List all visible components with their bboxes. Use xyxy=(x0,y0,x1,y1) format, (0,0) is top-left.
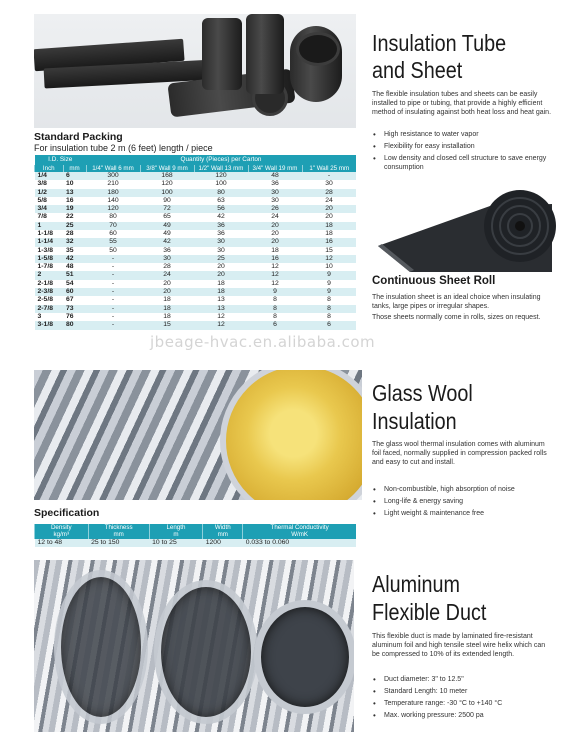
quantity-cell: - xyxy=(302,172,356,180)
packing-column-header: 1/2" Wall 13 mm xyxy=(194,165,248,172)
duct-title-line1: Aluminum xyxy=(372,571,460,597)
tube-feature-item: • Low density and closed cell structure to save energy consumption xyxy=(372,155,552,172)
packing-table-row xyxy=(35,213,357,221)
size-inch-cell: 1/2 xyxy=(35,189,64,197)
quantity-cell: 140 xyxy=(86,197,140,205)
quantity-cell: 16 xyxy=(302,238,356,246)
packing-table-row xyxy=(35,263,357,271)
quantity-cell: - xyxy=(86,255,140,263)
size-inch-cell: 2-3/8 xyxy=(35,288,64,296)
spec-value: 10 to 25 xyxy=(149,539,203,547)
size-inch-cell: 3-1/8 xyxy=(35,321,64,329)
packing-table-row xyxy=(35,288,357,296)
spec-header: Width xyxy=(203,524,243,531)
quantity-cell: 49 xyxy=(140,230,194,238)
spec-header: Density xyxy=(35,524,89,531)
glass-wool-feature-item: • Light weight & maintenance free xyxy=(372,510,552,519)
size-mm-cell: 19 xyxy=(63,205,86,213)
size-inch-cell: 2-7/8 xyxy=(35,305,64,313)
glass-wool-feature-item: • Long-life & energy saving xyxy=(372,498,552,507)
quantity-cell: 20 xyxy=(302,213,356,221)
glass-wool-description: The glass wool thermal insulation comes with aluminum foil faced, normally supplied in compression packed rolls and easy to cut and install. xyxy=(372,441,547,466)
quantity-cell: 6 xyxy=(248,321,302,329)
size-mm-cell: 28 xyxy=(63,230,86,238)
spec-unit: m xyxy=(149,531,203,538)
size-mm-cell: 60 xyxy=(63,288,86,296)
packing-table-row xyxy=(35,255,357,263)
size-inch-cell: 2-5/8 xyxy=(35,296,64,304)
quantity-cell: 12 xyxy=(194,321,248,329)
quantity-cell: 12 xyxy=(302,255,356,263)
quantity-cell: 20 xyxy=(248,238,302,246)
packing-table-row xyxy=(35,238,357,246)
spec-header: Length xyxy=(149,524,203,531)
packing-column-header: 3/4" Wall 19 mm xyxy=(248,165,302,172)
quantity-cell: 42 xyxy=(194,213,248,221)
size-mm-cell: 25 xyxy=(63,222,86,230)
specification-table xyxy=(34,524,356,547)
quantity-cell: 100 xyxy=(140,189,194,197)
quantity-cell: 180 xyxy=(86,189,140,197)
duct-feature-item: • Duct diameter: 3" to 12.5" xyxy=(372,676,552,685)
quantity-cell: 120 xyxy=(194,172,248,180)
quantity-cell: 8 xyxy=(302,305,356,313)
quantity-cell: 6 xyxy=(302,321,356,329)
quantity-cell: 18 xyxy=(140,305,194,313)
quantity-cell: 49 xyxy=(140,222,194,230)
quantity-cell: 30 xyxy=(194,247,248,255)
quantity-cell: - xyxy=(86,321,140,329)
quantity-cell: 20 xyxy=(194,271,248,279)
tube-title-line1: Insulation Tube xyxy=(372,30,507,56)
tube-title-line2: and Sheet xyxy=(372,57,463,83)
quantity-cell: 70 xyxy=(86,222,140,230)
packing-table-row xyxy=(35,271,357,279)
quantity-cell: 72 xyxy=(140,205,194,213)
packing-table-row xyxy=(35,321,357,329)
quantity-cell: 15 xyxy=(140,321,194,329)
packing-table-row xyxy=(35,280,357,288)
quantity-cell: 12 xyxy=(248,263,302,271)
quantity-cell: - xyxy=(86,288,140,296)
insulation-tube-photo xyxy=(34,14,356,128)
quantity-cell: 90 xyxy=(140,197,194,205)
packing-table-row xyxy=(35,172,357,180)
duct-feature-item: • Max. working pressure: 2500 pa xyxy=(372,712,552,721)
size-mm-cell: 54 xyxy=(63,280,86,288)
size-mm-cell: 42 xyxy=(63,255,86,263)
quantity-cell: 50 xyxy=(86,247,140,255)
size-inch-cell: 3/4 xyxy=(35,205,64,213)
quantity-cell: 12 xyxy=(248,280,302,288)
quantity-cell: 8 xyxy=(248,305,302,313)
spec-unit: mm xyxy=(203,531,243,538)
quantity-cell: 18 xyxy=(140,296,194,304)
quantity-cell: 120 xyxy=(140,180,194,188)
tube-feature-list xyxy=(372,131,552,176)
quantity-cell: 36 xyxy=(194,222,248,230)
quantity-cell: 300 xyxy=(86,172,140,180)
quantity-cell: 9 xyxy=(302,288,356,296)
size-inch-cell: 1-1/8 xyxy=(35,230,64,238)
quantity-cell: 26 xyxy=(248,205,302,213)
watermark: jbeage-hvac.en.alibaba.com xyxy=(150,333,376,351)
group-header-quantity: Quantity (Pieces) per Carton xyxy=(86,155,356,165)
quantity-cell: 168 xyxy=(140,172,194,180)
quantity-cell: - xyxy=(86,271,140,279)
quantity-cell: 30 xyxy=(302,180,356,188)
quantity-cell: 20 xyxy=(194,263,248,271)
quantity-cell: 18 xyxy=(248,247,302,255)
quantity-cell: - xyxy=(86,280,140,288)
size-mm-cell: 10 xyxy=(63,180,86,188)
quantity-cell: 210 xyxy=(86,180,140,188)
size-mm-cell: 13 xyxy=(63,189,86,197)
quantity-cell: 13 xyxy=(194,296,248,304)
quantity-cell: 20 xyxy=(248,222,302,230)
size-mm-cell: 32 xyxy=(63,238,86,246)
duct-feature-item: • Temperature range: -30 °C to +140 °C xyxy=(372,700,552,709)
quantity-cell: 30 xyxy=(248,197,302,205)
quantity-cell: 18 xyxy=(194,288,248,296)
spec-value: 0.033 to 0.060 xyxy=(243,539,356,547)
size-mm-cell: 6 xyxy=(63,172,86,180)
size-mm-cell: 67 xyxy=(63,296,86,304)
size-mm-cell: 51 xyxy=(63,271,86,279)
group-header-size: I.D. Size xyxy=(35,155,87,165)
quantity-cell: 15 xyxy=(302,247,356,255)
glass-wool-feature-list xyxy=(372,486,552,522)
quantity-cell: 100 xyxy=(194,180,248,188)
size-inch-cell: 1-3/8 xyxy=(35,247,64,255)
quantity-cell: 8 xyxy=(302,313,356,321)
quantity-cell: 28 xyxy=(140,263,194,271)
spec-value: 25 to 150 xyxy=(88,539,149,547)
packing-column-header: 1" Wall 25 mm xyxy=(302,165,356,172)
quantity-cell: 56 xyxy=(194,205,248,213)
size-mm-cell: 35 xyxy=(63,247,86,255)
quantity-cell: 42 xyxy=(140,238,194,246)
duct-title-line2: Flexible Duct xyxy=(372,599,487,625)
quantity-cell: 12 xyxy=(248,271,302,279)
quantity-cell: 80 xyxy=(194,189,248,197)
tube-description: The flexible insulation tubes and sheets can be easily installed to pipe or tubing, that provide a highly efficient method of insulating against both heat loss and heat gain. xyxy=(372,91,552,116)
packing-table-row xyxy=(35,197,357,205)
spec-value: 12 to 48 xyxy=(35,539,89,547)
quantity-cell: 12 xyxy=(194,313,248,321)
spec-unit: W/mK xyxy=(243,531,356,538)
size-mm-cell: 80 xyxy=(63,321,86,329)
quantity-cell: 20 xyxy=(140,288,194,296)
quantity-cell: 24 xyxy=(140,271,194,279)
quantity-cell: 20 xyxy=(248,230,302,238)
packing-subheading: For insulation tube 2 m (6 feet) length / piece xyxy=(34,143,213,153)
size-inch-cell: 2-1/8 xyxy=(35,280,64,288)
packing-table-row xyxy=(35,296,357,304)
glass-wool-title-line1: Glass Wool xyxy=(372,380,473,406)
sheet-roll-paragraph-2: Those sheets normally come in rolls, sizes on request. xyxy=(372,314,541,321)
packing-table-row xyxy=(35,205,357,213)
quantity-cell: 30 xyxy=(140,255,194,263)
quantity-cell: 16 xyxy=(248,255,302,263)
size-inch-cell: 3 xyxy=(35,313,64,321)
size-inch-cell: 7/8 xyxy=(35,213,64,221)
quantity-cell: 10 xyxy=(302,263,356,271)
quantity-cell: 9 xyxy=(248,288,302,296)
quantity-cell: 30 xyxy=(194,238,248,246)
spec-unit: kg/m³ xyxy=(35,531,89,538)
quantity-cell: - xyxy=(86,263,140,271)
quantity-cell: 36 xyxy=(140,247,194,255)
quantity-cell: 18 xyxy=(194,280,248,288)
packing-column-header: 1/4" Wall 6 mm xyxy=(86,165,140,172)
quantity-cell: 60 xyxy=(86,230,140,238)
quantity-cell: 18 xyxy=(302,222,356,230)
packing-table-row xyxy=(35,222,357,230)
quantity-cell: 36 xyxy=(194,230,248,238)
spec-header: Thermal Conductivity xyxy=(243,524,356,531)
size-mm-cell: 16 xyxy=(63,197,86,205)
packing-heading: Standard Packing xyxy=(34,131,123,143)
specification-heading: Specification xyxy=(34,507,100,519)
glass-wool-feature-item: • Non-combustible, high absorption of noise xyxy=(372,486,552,495)
size-inch-cell: 1-7/8 xyxy=(35,263,64,271)
size-inch-cell: 1-5/8 xyxy=(35,255,64,263)
size-inch-cell: 1 xyxy=(35,222,64,230)
tube-feature-item: • Flexibility for easy installation xyxy=(372,143,552,152)
quantity-cell: 55 xyxy=(86,238,140,246)
quantity-cell: 63 xyxy=(194,197,248,205)
quantity-cell: 8 xyxy=(248,296,302,304)
sheet-roll-photo xyxy=(370,176,560,274)
quantity-cell: 65 xyxy=(140,213,194,221)
quantity-cell: 80 xyxy=(86,213,140,221)
quantity-cell: - xyxy=(86,313,140,321)
quantity-cell: 30 xyxy=(248,189,302,197)
quantity-cell: 20 xyxy=(302,205,356,213)
spec-unit: mm xyxy=(88,531,149,538)
quantity-cell: 18 xyxy=(140,313,194,321)
quantity-cell: 20 xyxy=(140,280,194,288)
glass-wool-photo xyxy=(34,370,362,500)
size-mm-cell: 73 xyxy=(63,305,86,313)
quantity-cell: - xyxy=(86,296,140,304)
packing-table-row xyxy=(35,247,357,255)
size-inch-cell: 5/8 xyxy=(35,197,64,205)
quantity-cell: 25 xyxy=(194,255,248,263)
size-mm-cell: 22 xyxy=(63,213,86,221)
packing-column-header: 3/8" Wall 9 mm xyxy=(140,165,194,172)
packing-table xyxy=(34,155,356,330)
tube-feature-item: • High resistance to water vapor xyxy=(372,131,552,140)
quantity-cell: 28 xyxy=(302,189,356,197)
quantity-cell: 9 xyxy=(302,280,356,288)
packing-table-row xyxy=(35,180,357,188)
packing-table-row xyxy=(35,189,357,197)
quantity-cell: 18 xyxy=(302,230,356,238)
quantity-cell: - xyxy=(86,305,140,313)
packing-table-row xyxy=(35,313,357,321)
size-mm-cell: 48 xyxy=(63,263,86,271)
size-mm-cell: 76 xyxy=(63,313,86,321)
spec-value: 1200 xyxy=(203,539,243,547)
packing-column-header: Inch xyxy=(35,165,64,172)
packing-column-header: mm xyxy=(63,165,86,172)
size-inch-cell: 2 xyxy=(35,271,64,279)
size-inch-cell: 1/4 xyxy=(35,172,64,180)
packing-table-row xyxy=(35,305,357,313)
quantity-cell: 24 xyxy=(302,197,356,205)
quantity-cell: 48 xyxy=(248,172,302,180)
quantity-cell: 120 xyxy=(86,205,140,213)
quantity-cell: 8 xyxy=(248,313,302,321)
spec-header: Thickness xyxy=(88,524,149,531)
quantity-cell: 13 xyxy=(194,305,248,313)
flexible-duct-photo xyxy=(34,560,354,732)
quantity-cell: 36 xyxy=(248,180,302,188)
glass-wool-title-line2: Insulation xyxy=(372,408,457,434)
duct-feature-item: • Standard Length: 10 meter xyxy=(372,688,552,697)
sheet-roll-paragraph-1: The insulation sheet is an ideal choice when insulating tanks, large pipes or irregular shapes. xyxy=(372,294,541,310)
quantity-cell: 9 xyxy=(302,271,356,279)
quantity-cell: 24 xyxy=(248,213,302,221)
sheet-roll-title: Continuous Sheet Roll xyxy=(372,275,496,287)
size-inch-cell: 1-1/4 xyxy=(35,238,64,246)
size-inch-cell: 3/8 xyxy=(35,180,64,188)
duct-feature-list xyxy=(372,676,552,724)
quantity-cell: 8 xyxy=(302,296,356,304)
packing-table-row xyxy=(35,230,357,238)
duct-description: This flexible duct is made by laminated fire-resistant aluminum foil and high tensile steel wire helix which can be compressed to 10% of its extended length. xyxy=(372,633,546,658)
